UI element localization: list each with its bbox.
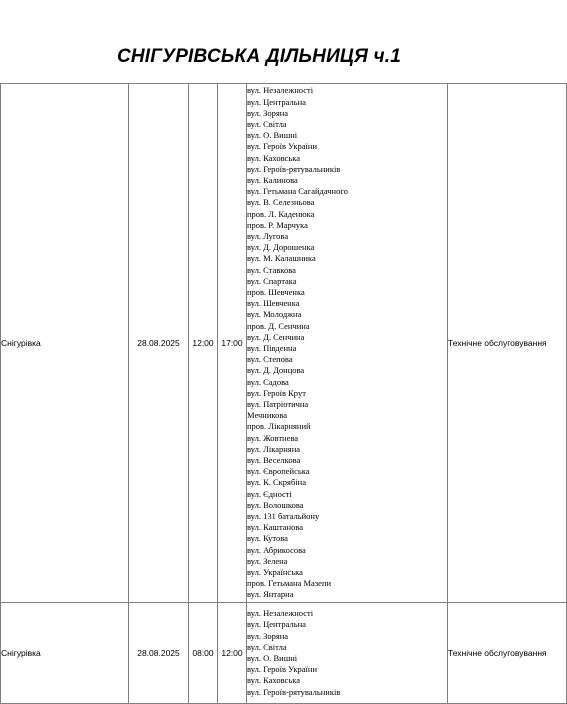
date-cell: 28.08.2025 xyxy=(129,84,189,603)
street-item: вул. Героїв-рятувальників xyxy=(247,163,341,174)
streets-cell xyxy=(247,84,448,603)
street-item: вул. Молоджна xyxy=(247,309,302,320)
street-item: вул. Незалежності xyxy=(247,608,314,619)
street-item: пров. Л. Каденюка xyxy=(247,208,315,219)
street-item: пров. Шевченка xyxy=(247,286,305,297)
street-item: вул. О. Вишні xyxy=(247,130,298,141)
street-item: вул. Д. Сенчина xyxy=(247,331,305,342)
street-item: вул. Гетьмана Сагайдачного xyxy=(247,186,348,197)
street-item: пров. Лікарняний xyxy=(247,421,311,432)
street-item: вул. Каштанова xyxy=(247,522,304,533)
street-item: вул. Героїв Крут xyxy=(247,387,306,398)
street-item: вул. Світла xyxy=(247,641,287,652)
street-item: вул. К. Скрябіна xyxy=(247,477,306,488)
schedule-table xyxy=(0,83,567,704)
street-item: вул. Героїв України xyxy=(247,141,318,152)
date-cell: 28.08.2025 xyxy=(129,603,189,704)
street-item: вул. Абрикосова xyxy=(247,544,306,555)
location-cell: Снігурівка xyxy=(1,84,129,603)
table-row xyxy=(1,84,567,603)
street-item: вул. Веселкова xyxy=(247,455,301,466)
street-item: вул. Центральна xyxy=(247,619,306,630)
reason-cell: Технічне обслуговування xyxy=(448,84,567,603)
street-item: пров. Р. Марчука xyxy=(247,219,308,230)
street-item: вул. Зелена xyxy=(247,555,288,566)
start-time-cell: 08:00 xyxy=(189,603,218,704)
street-item: вул. Садова xyxy=(247,376,289,387)
street-item: пров. Гетьмана Мазепи xyxy=(247,578,332,589)
street-item: вул. Героїв України xyxy=(247,664,318,675)
table-row xyxy=(1,603,567,704)
street-item: вул. Єдності xyxy=(247,488,292,499)
street-item: вул. Д. Донцова xyxy=(247,365,305,376)
street-item: Мечникова xyxy=(247,410,288,421)
street-item: вул. О. Вишні xyxy=(247,653,298,663)
streets-cell xyxy=(247,603,448,704)
end-time-cell: 17:00 xyxy=(218,84,247,603)
street-item: вул. Українська xyxy=(247,567,303,578)
street-item: пров. Д. Сенчина xyxy=(247,320,310,331)
street-item: вул. Кутова xyxy=(247,533,288,544)
street-item: вул. В. Селезньова xyxy=(247,197,315,208)
street-item: вул. Зоряна xyxy=(247,107,289,118)
street-item: вул. Шевченка xyxy=(247,298,300,309)
street-item: вул. Патріотична xyxy=(247,399,309,410)
street-item: вул. Каховська xyxy=(247,152,300,163)
page-title: СНІГУРІВСЬКА ДІЛЬНИЦЯ ч.1 xyxy=(116,46,402,67)
street-item: вул. Європейська xyxy=(247,466,310,477)
street-item: вул. Лугова xyxy=(247,230,289,241)
street-item: вул. Д. Дорошенка xyxy=(247,242,315,253)
street-item: вул. Південна xyxy=(247,343,297,353)
street-item: вул. Янтарна xyxy=(247,589,294,600)
start-time-cell: 12:00 xyxy=(189,84,218,603)
street-item: вул. Степова xyxy=(247,354,293,365)
location-cell: Снігурівка xyxy=(1,603,129,704)
street-item: вул. Центральна xyxy=(247,96,306,107)
street-item: вул. Світла xyxy=(247,118,287,129)
street-item: вул. Героїв-рятувальників xyxy=(247,686,341,697)
street-item: вул. Незалежності xyxy=(247,85,314,96)
street-item: вул. Волошкова xyxy=(247,499,304,510)
reason-cell: Технічне обслуговування xyxy=(448,603,567,704)
street-item: вул. Спартака xyxy=(247,275,297,286)
street-item: вул. 131 батальйону xyxy=(247,511,320,522)
street-item: вул. Калинова xyxy=(247,174,298,185)
street-item: вул. Лікарняна xyxy=(247,443,301,454)
street-item: вул. Каховська xyxy=(247,675,300,686)
end-time-cell: 12:00 xyxy=(218,603,247,704)
street-item: вул. М. Калашника xyxy=(247,253,316,264)
street-item: вул. Зоряна xyxy=(247,630,289,641)
street-item: вул. Жовтнева xyxy=(247,432,299,443)
street-item: вул. Ставкова xyxy=(247,264,296,275)
